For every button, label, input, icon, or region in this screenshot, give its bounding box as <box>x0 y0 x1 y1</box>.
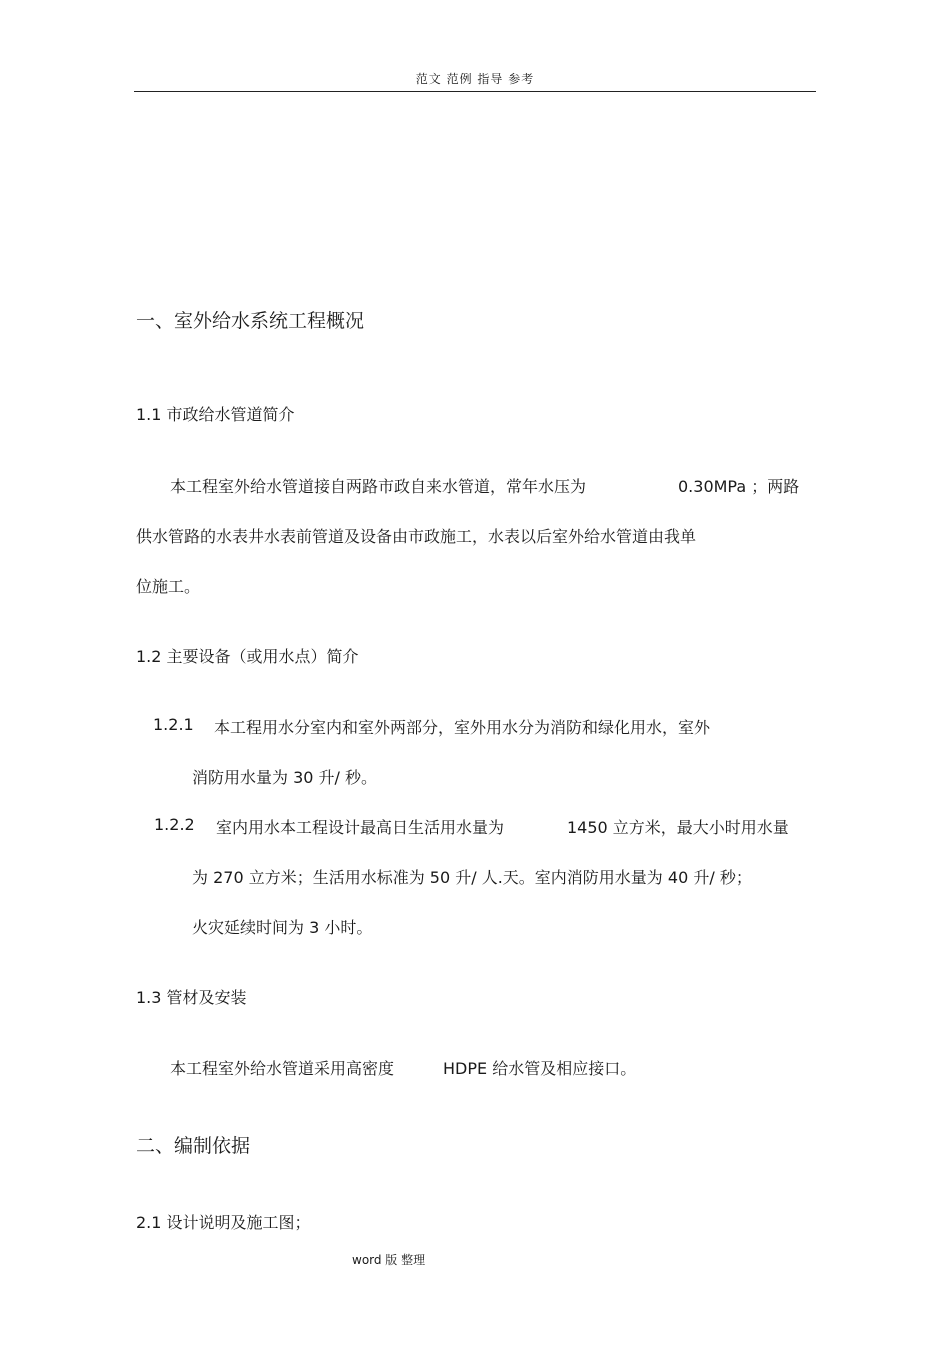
page-footer: word 版 整理 <box>352 1253 426 1267</box>
subsection-1-2-title: 1.2 主要设备（或用水点）简介 <box>136 647 359 666</box>
item-1-2-2-line-3: 火灾延续时间为 3 小时。 <box>192 918 373 937</box>
header-divider <box>134 91 816 92</box>
item-1-2-1-number: 1.2.1 <box>153 715 194 734</box>
item-1-2-2-number: 1.2.2 <box>154 815 195 834</box>
section-1-title: 一、室外给水系统工程概况 <box>136 310 365 332</box>
paragraph-1-1-line-3: 位施工。 <box>136 577 201 596</box>
item-1-2-2-line-2: 为 270 立方米；生活用水标准为 50 升/ 人.天。室内消防用水量为 40 升/ 秒； <box>192 868 752 887</box>
subsection-1-3-title: 1.3 管材及安装 <box>136 988 247 1007</box>
item-1-2-2-line-1a: 室内用水本工程设计最高日生活用水量为 <box>216 818 505 837</box>
paragraph-1-3-line-1b: HDPE 给水管及相应接口。 <box>443 1059 637 1078</box>
paragraph-1-1-line-1a: 本工程室外给水管道接自两路市政自来水管道，常年水压为 <box>170 477 587 496</box>
section-2-title: 二、编制依据 <box>136 1135 251 1157</box>
paragraph-1-3-line-1a: 本工程室外给水管道采用高密度 <box>170 1059 395 1078</box>
subsection-1-1-title: 1.1 市政给水管道简介 <box>136 405 295 424</box>
item-1-2-1-line-1: 本工程用水分室内和室外两部分，室外用水分为消防和绿化用水，室外 <box>214 718 711 737</box>
paragraph-1-1-line-2: 供水管路的水表井水表前管道及设备由市政施工，水表以后室外给水管道由我单 <box>136 527 697 546</box>
page-header: 范文 范例 指导 参考 <box>415 72 535 86</box>
paragraph-1-1-line-1b: 0.30MPa ；两路 <box>678 477 800 496</box>
subsection-2-1-title: 2.1 设计说明及施工图； <box>136 1213 311 1232</box>
item-1-2-2-line-1b: 1450 立方米，最大小时用水量 <box>567 818 789 837</box>
item-1-2-1-line-2: 消防用水量为 30 升/ 秒。 <box>192 768 378 787</box>
